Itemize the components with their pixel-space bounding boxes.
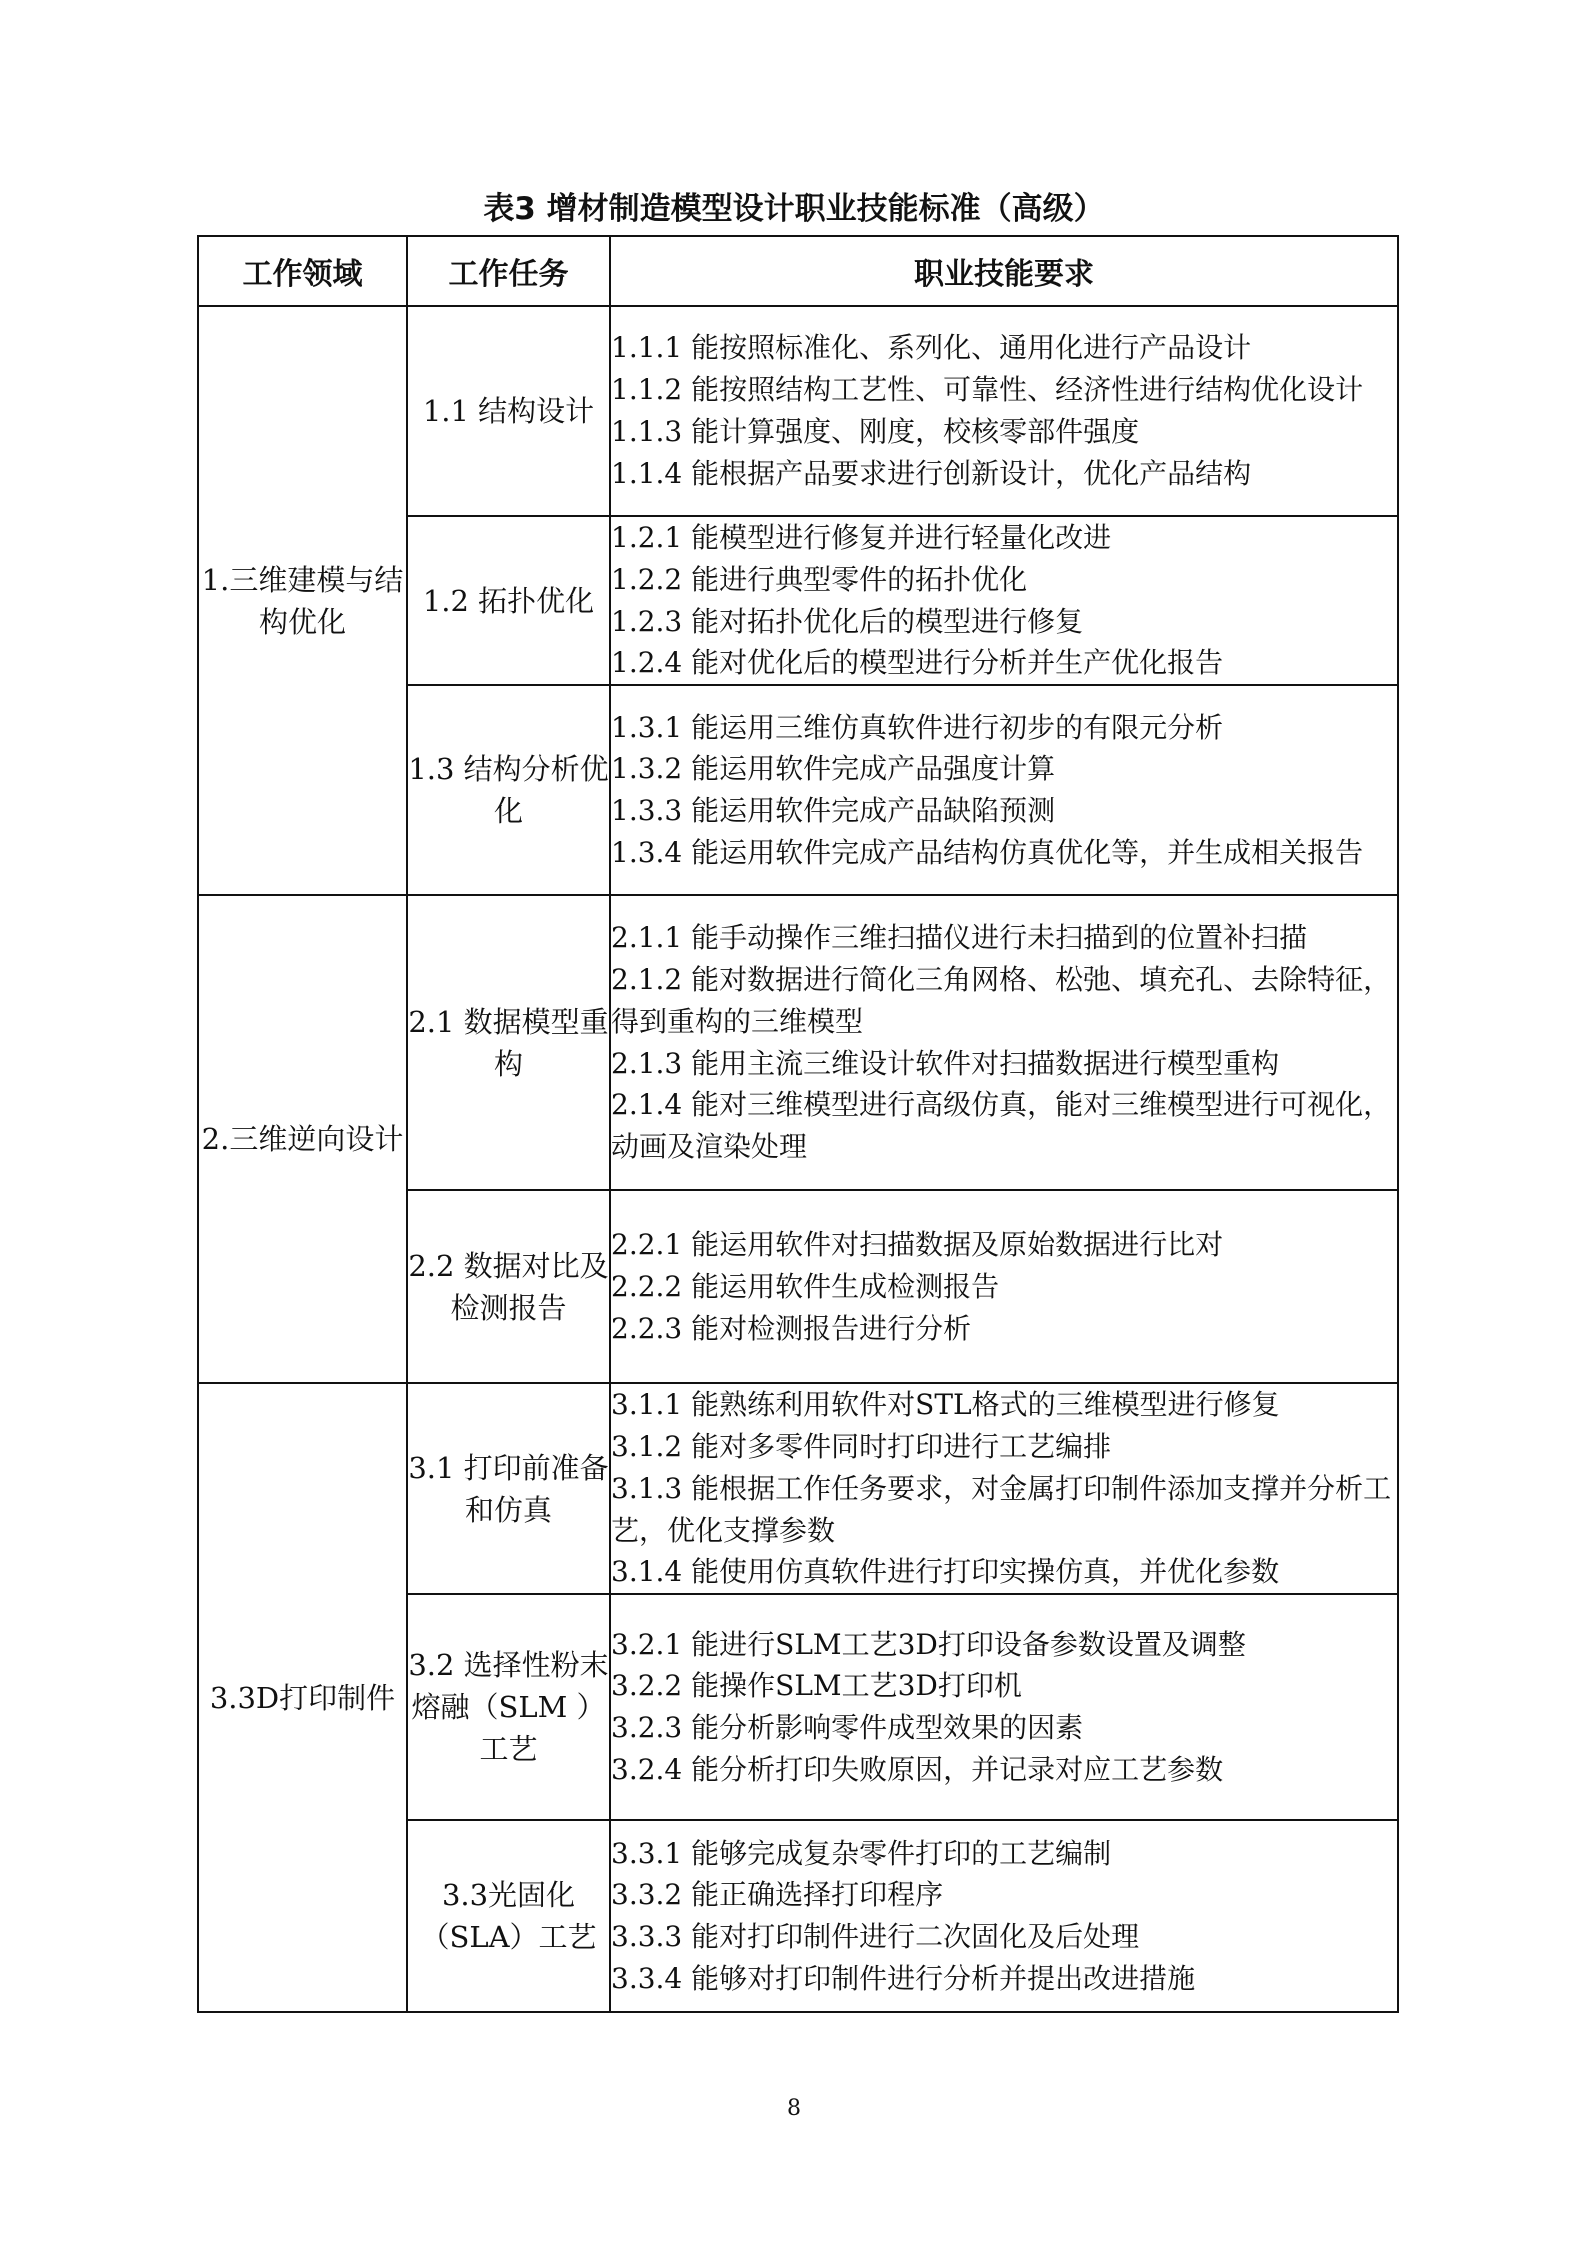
header-task: 工作任务: [407, 236, 610, 306]
table-row: [198, 1383, 1398, 1594]
header-domain: 工作领域: [198, 236, 407, 306]
requirement-item: 1.3.2 能运用软件完成产品强度计算: [611, 752, 1056, 786]
requirement-item: 1.3.1 能运用三维仿真软件进行初步的有限元分析: [611, 710, 1224, 744]
requirement-item: 3.1.2 能对多零件同时打印进行工艺编排: [611, 1429, 1112, 1463]
table-title: 表3 增材制造模型设计职业技能标准（高级）: [483, 191, 1105, 227]
task-cell: 2.1 数据模型重构: [407, 895, 610, 1190]
requirement-item: 1.2.1 能模型进行修复并进行轻量化改进: [611, 521, 1112, 554]
requirement-item: 3.3.2 能正确选择打印程序: [611, 1878, 944, 1912]
requirement-item: 1.1.2 能按照结构工艺性、可靠性、经济性进行结构优化设计: [611, 373, 1364, 407]
requirement-item: 3.3.4 能够对打印制件进行分析并提出改进措施: [611, 1961, 1196, 1995]
requirement-item: 3.1.4 能使用仿真软件进行打印实操仿真，并优化参数: [611, 1555, 1280, 1589]
requirement-item: 2.2.1 能运用软件对扫描数据及原始数据进行比对: [611, 1227, 1224, 1261]
requirement-item: 1.3.3 能运用软件完成产品缺陷预测: [611, 794, 1056, 828]
requirement-item: 2.1.4 能对三维模型进行高级仿真，能对三维模型进行可视化，动画及渲染处理: [611, 1088, 1392, 1164]
requirement-item: 2.1.3 能用主流三维设计软件对扫描数据进行模型重构: [611, 1046, 1280, 1080]
task-cell: 1.2 拓扑优化: [407, 516, 610, 685]
requirements-cell: [610, 895, 1398, 1190]
task-cell: 3.1 打印前准备和仿真: [407, 1383, 610, 1594]
requirement-item: 3.1.1 能熟练利用软件对STL格式的三维模型进行修复: [611, 1388, 1280, 1422]
requirement-item: 3.3.1 能够完成复杂零件打印的工艺编制: [611, 1836, 1112, 1870]
task-cell: 1.1 结构设计: [407, 306, 610, 516]
requirement-item: 3.1.3 能根据工作任务要求，对金属打印制件添加支撑并分析工艺，优化支撑参数: [611, 1471, 1392, 1547]
requirement-item: 1.1.3 能计算强度、刚度，校核零部件强度: [611, 415, 1140, 448]
requirement-item: 1.2.3 能对拓扑优化后的模型进行修复: [611, 604, 1084, 638]
table-header-row: [198, 236, 1398, 306]
requirements-cell: [610, 1594, 1398, 1820]
requirement-item: 2.1.1 能手动操作三维扫描仪进行未扫描到的位置补扫描: [611, 921, 1308, 955]
requirement-item: 1.3.4 能运用软件完成产品结构仿真优化等，并生成相关报告: [611, 835, 1364, 869]
requirement-item: 2.2.3 能对检测报告进行分析: [611, 1311, 972, 1345]
requirement-item: 1.1.1 能按照标准化、系列化、通用化进行产品设计: [611, 331, 1252, 365]
requirements-cell: [610, 685, 1398, 895]
requirement-item: 1.2.2 能进行典型零件的拓扑优化: [611, 562, 1028, 596]
task-cell: 2.2 数据对比及检测报告: [407, 1190, 610, 1383]
task-cell: 3.3光固化（SLA）工艺: [407, 1820, 610, 2012]
requirement-item: 1.1.4 能根据产品要求进行创新设计，优化产品结构: [611, 456, 1252, 490]
requirement-item: 3.3.3 能对打印制件进行二次固化及后处理: [611, 1920, 1140, 1954]
requirements-cell: [610, 306, 1398, 516]
domain-cell: 3.3D打印制件: [198, 1383, 407, 2012]
header-requirement: 职业技能要求: [610, 236, 1398, 306]
requirement-item: 3.2.4 能分析打印失败原因，并记录对应工艺参数: [611, 1752, 1224, 1786]
task-cell: 1.3 结构分析优化: [407, 685, 610, 895]
page-number: 8: [787, 2096, 801, 2121]
requirements-cell: [610, 1190, 1398, 1383]
requirement-item: 3.2.1 能进行SLM工艺3D打印设备参数设置及调整: [611, 1627, 1246, 1661]
table-row: [198, 306, 1398, 516]
skill-standard-table: [197, 235, 1399, 2013]
requirement-item: 3.2.2 能操作SLM工艺3D打印机: [611, 1669, 1022, 1703]
requirements-cell: [610, 1820, 1398, 2012]
requirements-cell: [610, 516, 1398, 685]
task-cell: 3.2 选择性粉末熔融（SLM ）工艺: [407, 1594, 610, 1820]
domain-cell: 2.三维逆向设计: [198, 895, 407, 1383]
domain-cell: 1.三维建模与结构优化: [198, 306, 407, 895]
requirement-item: 1.2.4 能对优化后的模型进行分析并生产优化报告: [611, 646, 1224, 680]
requirements-cell: [610, 1383, 1398, 1594]
requirement-item: 2.2.2 能运用软件生成检测报告: [611, 1269, 1000, 1303]
requirement-item: 2.1.2 能对数据进行简化三角网格、松弛、填充孔、去除特征，得到重构的三维模型: [611, 963, 1392, 1038]
requirement-item: 3.2.3 能分析影响零件成型效果的因素: [611, 1711, 1084, 1745]
table-row: [198, 895, 1398, 1190]
